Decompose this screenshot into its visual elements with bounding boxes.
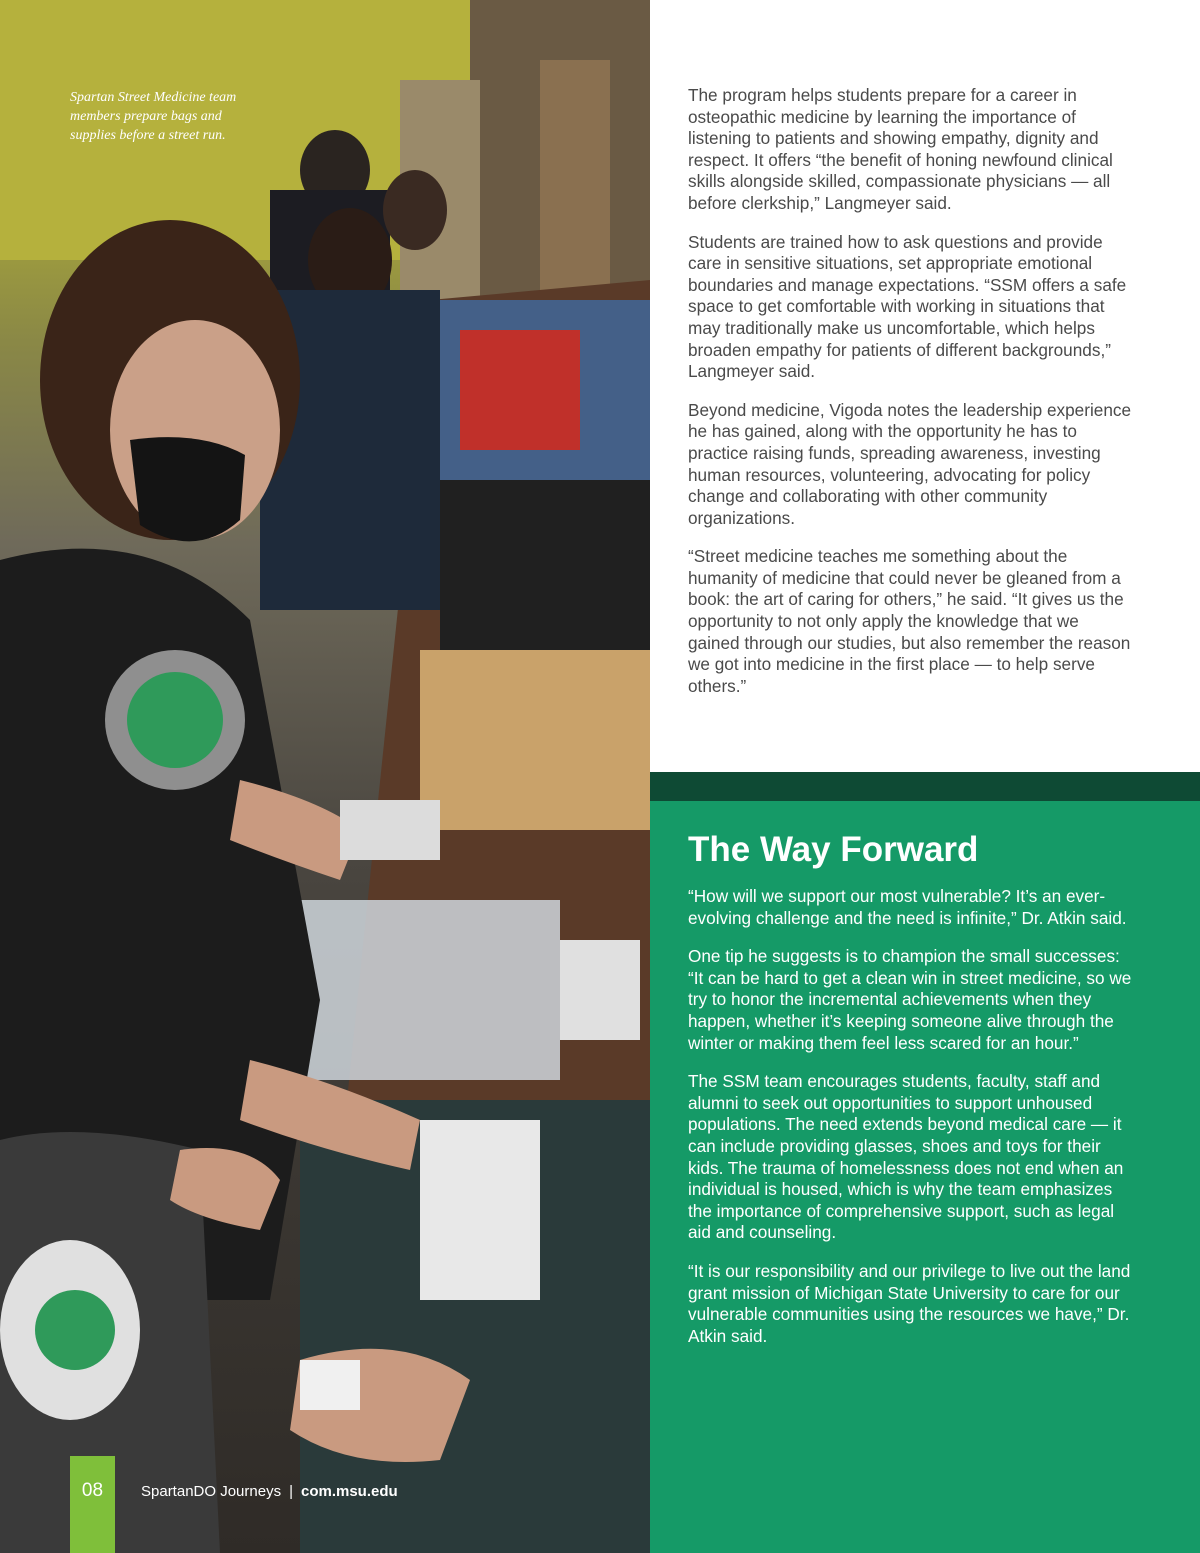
sidebar-paragraph: One tip he suggests is to champion the small successes: “It can be hard to get a clean win in street medicine, so we try to honor the incremental achievements when they happen, whether it’s keeping someone alive through the winter or making them feel less scared for an hour.”	[688, 946, 1132, 1053]
sidebar-top-band	[650, 772, 1200, 801]
article-body	[688, 85, 1133, 714]
footer-url[interactable]: com.msu.edu	[300, 1483, 398, 1500]
article-paragraph: Beyond medicine, Vigoda notes the leadership experience he has gained, along with the opportunity he has to practice raising funds, spreading awareness, investing human resources, volunteering, advocating for policy change and collaborating with other community organizations.	[688, 399, 1132, 528]
sidebar-paragraph: The SSM team encourages students, faculty, staff and alumni to seek out opportunities to support unhoused populations. The need extends beyond medical care — it can include providing glasses, shoes and toys for their kids. The trauma of homelessness does not end when an individual is housed, which is why the team emphasizes the importance of comprehensive support, such as legal aid and counseling.	[688, 1071, 1124, 1243]
publication-name: SpartanDO Journeys	[141, 1483, 282, 1500]
page-number: 08	[70, 1456, 115, 1553]
photo-caption: Spartan Street Medicine team members prepare bags and supplies before a street run.	[70, 90, 237, 143]
sidebar-paragraph: “How will we support our most vulnerable? It’s an ever-evolving challenge and the need is infinite,” Dr. Atkin said.	[688, 886, 1127, 928]
footer	[141, 1483, 398, 1500]
sidebar-paragraph: “It is our responsibility and our privilege to live out the land grant mission of Michigan State University to care for our vulnerable communities using the resources we have,” Dr. Atkin said.	[688, 1260, 1131, 1346]
footer-separator: |	[289, 1483, 293, 1500]
article-paragraph: Students are trained how to ask questions and provide care in sensitive situations, set appropriate emotional boundaries and manage expectations. “SSM offers a safe space to get comfortable with working in situations that may traditionally make us uncomfortable, which helps broaden empathy for patients of different backgrounds,” Langmeyer said.	[688, 231, 1127, 382]
sidebar-body	[688, 886, 1133, 1364]
article-paragraph: “Street medicine teaches me something about the humanity of medicine that could never be gleaned from a book: the art of caring for others,” he said. “It gives us the opportunity to not only apply the knowledge that we gained through our studies, but also remember the reason we got into medicine in the first place — to help serve others.”	[688, 546, 1131, 696]
sidebar-heading: The Way Forward	[688, 830, 979, 869]
article-paragraph: The program helps students prepare for a career in osteopathic medicine by learning the importance of listening to patients and showing empathy, dignity and respect. It offers “the benefit of honing newfound clinical skills alongside skilled, compassionate physicians — all before clerkship,” Langmeyer said.	[688, 85, 1113, 213]
